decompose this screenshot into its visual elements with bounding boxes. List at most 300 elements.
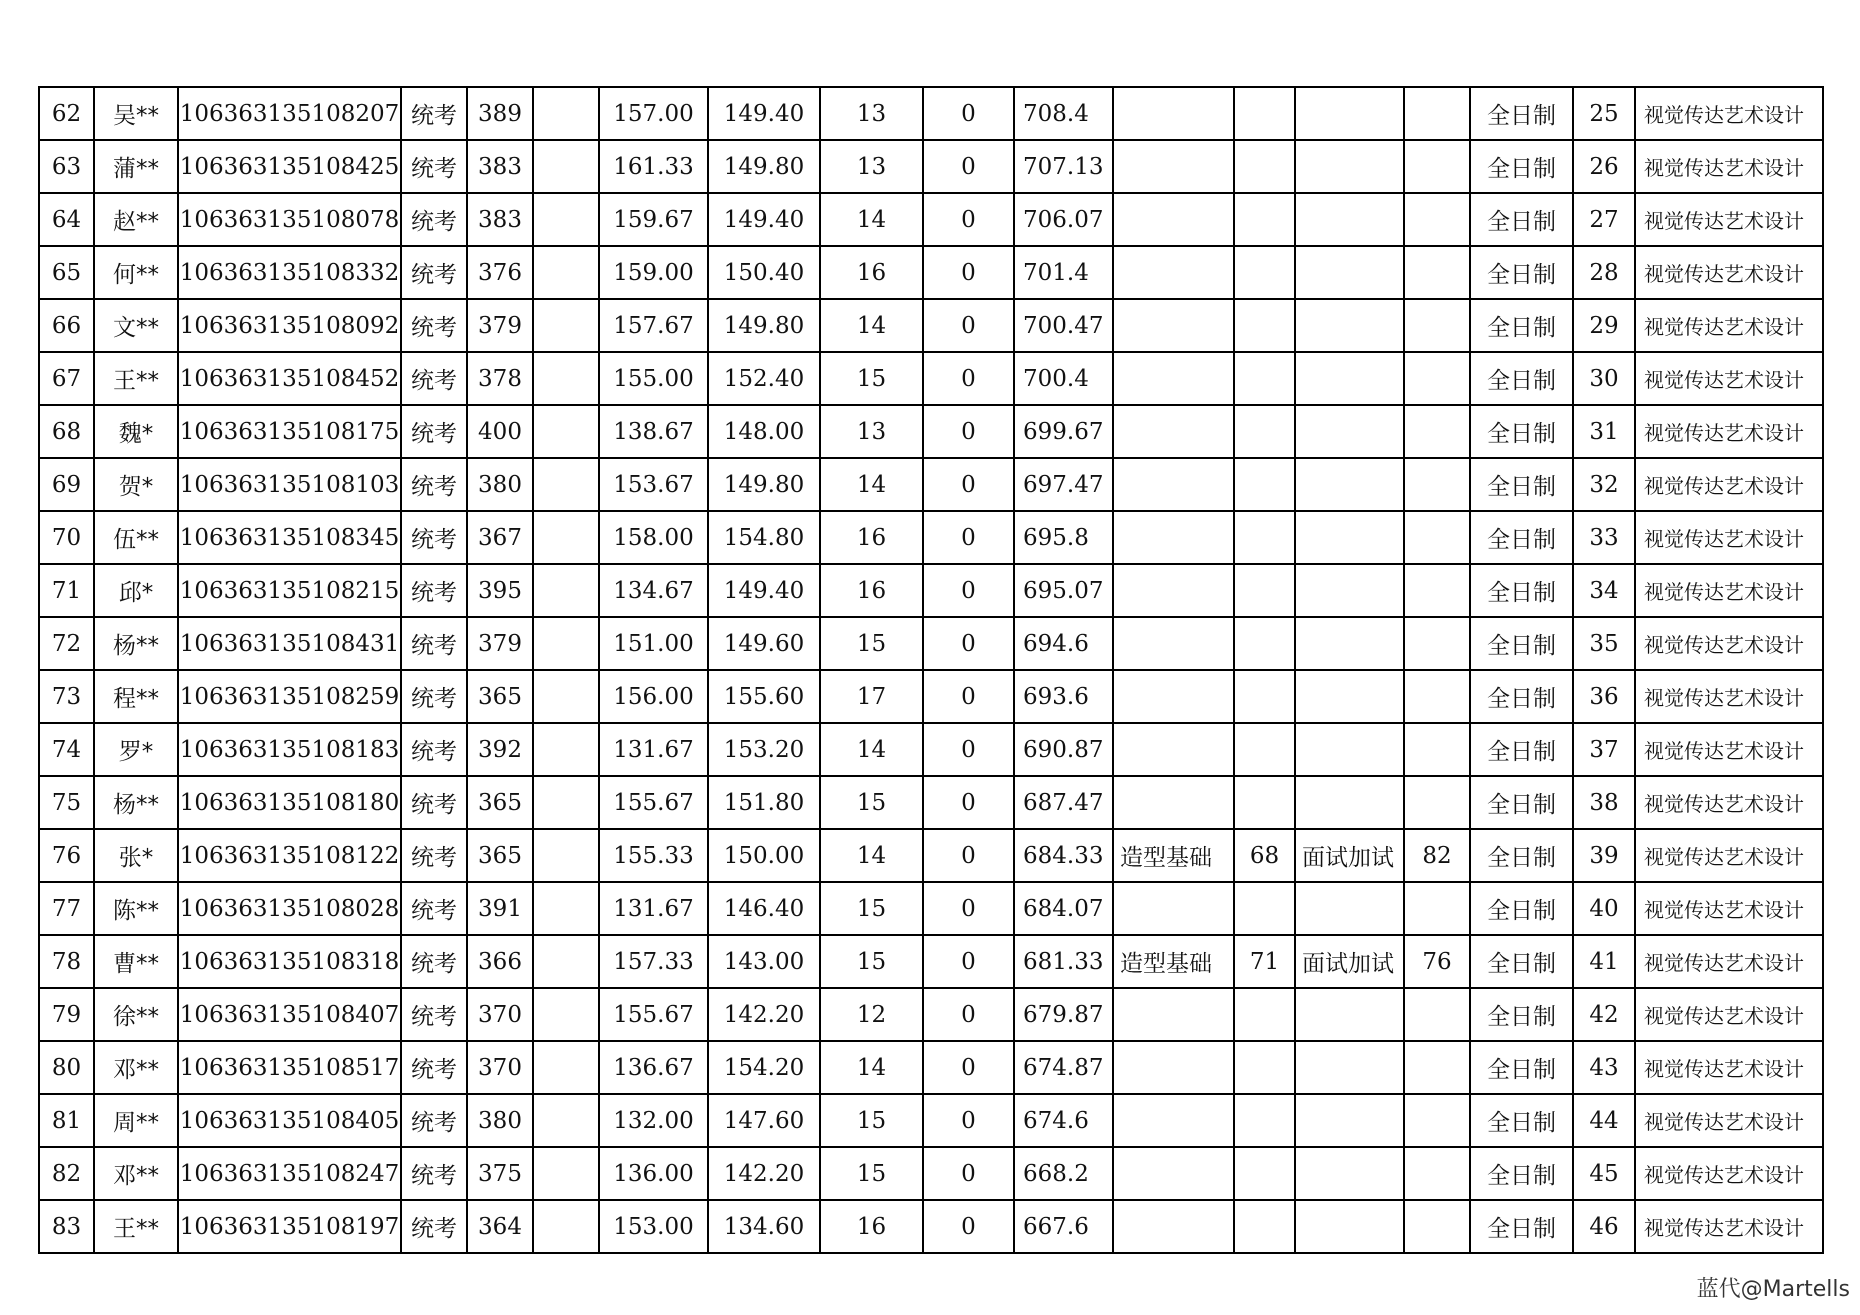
table-row (39, 723, 1823, 776)
cell-score-d: 14 (820, 299, 923, 352)
cell-blank (533, 246, 599, 299)
cell-subj1 (1113, 140, 1234, 193)
cell-major: 视觉传达艺术设计 (1635, 670, 1823, 723)
cell-total: 674.6 (1014, 1094, 1113, 1147)
cell-exam-type: 统考 (401, 511, 467, 564)
cell-category: 全日制 (1470, 458, 1573, 511)
cell-score-a: 395 (467, 564, 533, 617)
cell-score-c: 151.80 (708, 776, 820, 829)
cell-score-b: 131.67 (599, 882, 708, 935)
cell-rank: 46 (1573, 1200, 1635, 1253)
cell-major: 视觉传达艺术设计 (1635, 246, 1823, 299)
cell-total: 679.87 (1014, 988, 1113, 1041)
cell-subj2-score (1404, 988, 1470, 1041)
cell-score-a: 367 (467, 511, 533, 564)
cell-blank (533, 1041, 599, 1094)
cell-score-a: 383 (467, 193, 533, 246)
cell-score-c: 149.80 (708, 458, 820, 511)
cell-subj2-score (1404, 882, 1470, 935)
cell-name: 邱* (94, 564, 178, 617)
cell-exam-type: 统考 (401, 1041, 467, 1094)
cell-rank: 43 (1573, 1041, 1635, 1094)
cell-blank (533, 1147, 599, 1200)
cell-score-e: 0 (923, 882, 1014, 935)
cell-exam-type: 统考 (401, 458, 467, 511)
cell-subj2-score (1404, 246, 1470, 299)
cell-score-a: 366 (467, 935, 533, 988)
cell-subj2-score (1404, 299, 1470, 352)
cell-score-c: 150.40 (708, 246, 820, 299)
cell-index: 73 (39, 670, 94, 723)
cell-major: 视觉传达艺术设计 (1635, 511, 1823, 564)
cell-score-e: 0 (923, 87, 1014, 140)
cell-index: 68 (39, 405, 94, 458)
table-row (39, 87, 1823, 140)
cell-category: 全日制 (1470, 299, 1573, 352)
cell-exam-id: 106363135108175 (178, 405, 401, 458)
cell-index: 80 (39, 1041, 94, 1094)
cell-exam-type: 统考 (401, 988, 467, 1041)
cell-score-e: 0 (923, 1147, 1014, 1200)
cell-subj1-score (1234, 723, 1295, 776)
cell-blank (533, 723, 599, 776)
cell-subj2 (1295, 458, 1404, 511)
cell-score-e: 0 (923, 299, 1014, 352)
cell-score-c: 143.00 (708, 935, 820, 988)
cell-score-b: 134.67 (599, 564, 708, 617)
cell-total: 684.07 (1014, 882, 1113, 935)
cell-index: 63 (39, 140, 94, 193)
cell-name: 邓** (94, 1041, 178, 1094)
cell-blank (533, 405, 599, 458)
cell-index: 78 (39, 935, 94, 988)
cell-category: 全日制 (1470, 988, 1573, 1041)
cell-score-d: 15 (820, 617, 923, 670)
cell-total: 694.6 (1014, 617, 1113, 670)
cell-subj2: 面试加试 (1295, 935, 1404, 988)
cell-subj2 (1295, 564, 1404, 617)
cell-exam-id: 106363135108247 (178, 1147, 401, 1200)
cell-score-d: 15 (820, 882, 923, 935)
cell-exam-type: 统考 (401, 405, 467, 458)
cell-subj1-score (1234, 882, 1295, 935)
table-row (39, 140, 1823, 193)
cell-exam-type: 统考 (401, 617, 467, 670)
cell-score-a: 365 (467, 829, 533, 882)
cell-score-e: 0 (923, 670, 1014, 723)
cell-category: 全日制 (1470, 564, 1573, 617)
cell-subj1-score: 71 (1234, 935, 1295, 988)
cell-name: 蒲** (94, 140, 178, 193)
cell-blank (533, 87, 599, 140)
cell-subj1 (1113, 617, 1234, 670)
cell-score-e: 0 (923, 1094, 1014, 1147)
table-row (39, 352, 1823, 405)
cell-subj1 (1113, 299, 1234, 352)
cell-subj2 (1295, 776, 1404, 829)
cell-score-c: 152.40 (708, 352, 820, 405)
cell-total: 697.47 (1014, 458, 1113, 511)
cell-subj2 (1295, 299, 1404, 352)
cell-score-d: 16 (820, 511, 923, 564)
cell-subj2-score: 82 (1404, 829, 1470, 882)
cell-rank: 27 (1573, 193, 1635, 246)
cell-subj2 (1295, 723, 1404, 776)
cell-total: 674.87 (1014, 1041, 1113, 1094)
cell-subj2 (1295, 1041, 1404, 1094)
cell-major: 视觉传达艺术设计 (1635, 458, 1823, 511)
cell-subj2-score (1404, 564, 1470, 617)
cell-exam-id: 106363135108103 (178, 458, 401, 511)
cell-major: 视觉传达艺术设计 (1635, 193, 1823, 246)
cell-subj1-score (1234, 1147, 1295, 1200)
cell-total: 700.47 (1014, 299, 1113, 352)
cell-category: 全日制 (1470, 882, 1573, 935)
cell-score-b: 158.00 (599, 511, 708, 564)
cell-major: 视觉传达艺术设计 (1635, 935, 1823, 988)
cell-subj2: 面试加试 (1295, 829, 1404, 882)
cell-subj2-score (1404, 1147, 1470, 1200)
cell-exam-id: 106363135108183 (178, 723, 401, 776)
cell-score-c: 146.40 (708, 882, 820, 935)
cell-category: 全日制 (1470, 829, 1573, 882)
cell-category: 全日制 (1470, 87, 1573, 140)
cell-subj2-score (1404, 511, 1470, 564)
cell-score-c: 154.80 (708, 511, 820, 564)
cell-exam-id: 106363135108180 (178, 776, 401, 829)
cell-score-d: 13 (820, 140, 923, 193)
cell-exam-id: 106363135108028 (178, 882, 401, 935)
cell-subj1-score (1234, 246, 1295, 299)
cell-subj2-score (1404, 776, 1470, 829)
cell-name: 程** (94, 670, 178, 723)
table-row (39, 299, 1823, 352)
cell-rank: 38 (1573, 776, 1635, 829)
cell-score-b: 151.00 (599, 617, 708, 670)
cell-subj2-score (1404, 405, 1470, 458)
cell-blank (533, 935, 599, 988)
cell-subj1 (1113, 1147, 1234, 1200)
cell-exam-id: 106363135108207 (178, 87, 401, 140)
cell-subj2-score (1404, 617, 1470, 670)
cell-score-a: 392 (467, 723, 533, 776)
cell-name: 杨** (94, 617, 178, 670)
cell-subj2 (1295, 670, 1404, 723)
cell-score-e: 0 (923, 723, 1014, 776)
cell-subj2 (1295, 1147, 1404, 1200)
cell-category: 全日制 (1470, 617, 1573, 670)
cell-name: 赵** (94, 193, 178, 246)
cell-rank: 32 (1573, 458, 1635, 511)
cell-index: 71 (39, 564, 94, 617)
cell-name: 贺* (94, 458, 178, 511)
cell-score-d: 16 (820, 564, 923, 617)
score-table (38, 86, 1824, 1254)
cell-total: 707.13 (1014, 140, 1113, 193)
cell-major: 视觉传达艺术设计 (1635, 405, 1823, 458)
cell-name: 王** (94, 1200, 178, 1253)
cell-score-b: 159.00 (599, 246, 708, 299)
cell-total: 668.2 (1014, 1147, 1113, 1200)
cell-score-e: 0 (923, 935, 1014, 988)
cell-score-b: 157.67 (599, 299, 708, 352)
cell-major: 视觉传达艺术设计 (1635, 882, 1823, 935)
cell-category: 全日制 (1470, 1147, 1573, 1200)
cell-blank (533, 299, 599, 352)
cell-score-b: 157.33 (599, 935, 708, 988)
cell-name: 伍** (94, 511, 178, 564)
cell-exam-id: 106363135108345 (178, 511, 401, 564)
table-row (39, 1094, 1823, 1147)
cell-score-c: 149.40 (708, 193, 820, 246)
cell-score-e: 0 (923, 988, 1014, 1041)
cell-blank (533, 458, 599, 511)
cell-exam-id: 106363135108452 (178, 352, 401, 405)
cell-category: 全日制 (1470, 352, 1573, 405)
cell-index: 65 (39, 246, 94, 299)
cell-category: 全日制 (1470, 1094, 1573, 1147)
cell-subj1 (1113, 882, 1234, 935)
cell-rank: 36 (1573, 670, 1635, 723)
cell-name: 魏* (94, 405, 178, 458)
cell-index: 82 (39, 1147, 94, 1200)
cell-score-b: 156.00 (599, 670, 708, 723)
cell-score-a: 383 (467, 140, 533, 193)
cell-major: 视觉传达艺术设计 (1635, 1147, 1823, 1200)
cell-subj1-score (1234, 617, 1295, 670)
cell-rank: 30 (1573, 352, 1635, 405)
table-row (39, 1147, 1823, 1200)
cell-rank: 39 (1573, 829, 1635, 882)
cell-exam-type: 统考 (401, 1200, 467, 1253)
cell-subj1 (1113, 988, 1234, 1041)
cell-score-e: 0 (923, 140, 1014, 193)
cell-subj1 (1113, 670, 1234, 723)
cell-subj1-score (1234, 1094, 1295, 1147)
cell-score-a: 380 (467, 458, 533, 511)
cell-subj2-score (1404, 670, 1470, 723)
cell-exam-type: 统考 (401, 564, 467, 617)
cell-exam-type: 统考 (401, 1147, 467, 1200)
cell-score-d: 15 (820, 1147, 923, 1200)
cell-exam-type: 统考 (401, 776, 467, 829)
cell-name: 陈** (94, 882, 178, 935)
cell-score-d: 15 (820, 352, 923, 405)
cell-score-e: 0 (923, 405, 1014, 458)
table-row (39, 246, 1823, 299)
cell-category: 全日制 (1470, 246, 1573, 299)
cell-score-c: 134.60 (708, 1200, 820, 1253)
cell-total: 695.8 (1014, 511, 1113, 564)
cell-score-e: 0 (923, 352, 1014, 405)
cell-exam-id: 106363135108431 (178, 617, 401, 670)
cell-score-a: 365 (467, 776, 533, 829)
cell-score-d: 14 (820, 829, 923, 882)
cell-index: 66 (39, 299, 94, 352)
cell-rank: 35 (1573, 617, 1635, 670)
cell-score-d: 16 (820, 1200, 923, 1253)
cell-score-e: 0 (923, 511, 1014, 564)
cell-score-a: 379 (467, 617, 533, 670)
cell-major: 视觉传达艺术设计 (1635, 87, 1823, 140)
cell-total: 701.4 (1014, 246, 1113, 299)
cell-subj2-score: 76 (1404, 935, 1470, 988)
cell-blank (533, 193, 599, 246)
cell-blank (533, 829, 599, 882)
cell-rank: 42 (1573, 988, 1635, 1041)
cell-score-d: 16 (820, 246, 923, 299)
cell-subj2 (1295, 1200, 1404, 1253)
cell-score-b: 155.00 (599, 352, 708, 405)
cell-subj1-score: 68 (1234, 829, 1295, 882)
cell-major: 视觉传达艺术设计 (1635, 723, 1823, 776)
cell-subj1: 造型基础 (1113, 829, 1234, 882)
cell-major: 视觉传达艺术设计 (1635, 1200, 1823, 1253)
cell-rank: 28 (1573, 246, 1635, 299)
cell-score-c: 148.00 (708, 405, 820, 458)
cell-subj1-score (1234, 511, 1295, 564)
cell-score-b: 157.00 (599, 87, 708, 140)
cell-score-d: 14 (820, 193, 923, 246)
cell-blank (533, 776, 599, 829)
cell-major: 视觉传达艺术设计 (1635, 140, 1823, 193)
cell-index: 72 (39, 617, 94, 670)
cell-subj1-score (1234, 140, 1295, 193)
cell-category: 全日制 (1470, 1200, 1573, 1253)
cell-index: 74 (39, 723, 94, 776)
table-row (39, 829, 1823, 882)
table-row (39, 617, 1823, 670)
cell-rank: 26 (1573, 140, 1635, 193)
cell-score-b: 161.33 (599, 140, 708, 193)
cell-subj1 (1113, 87, 1234, 140)
cell-exam-type: 统考 (401, 882, 467, 935)
cell-score-e: 0 (923, 617, 1014, 670)
cell-exam-type: 统考 (401, 670, 467, 723)
cell-blank (533, 352, 599, 405)
cell-rank: 44 (1573, 1094, 1635, 1147)
cell-score-a: 380 (467, 1094, 533, 1147)
cell-score-c: 149.60 (708, 617, 820, 670)
cell-score-b: 131.67 (599, 723, 708, 776)
cell-score-a: 370 (467, 1041, 533, 1094)
cell-subj1 (1113, 1094, 1234, 1147)
cell-score-b: 155.67 (599, 776, 708, 829)
cell-rank: 34 (1573, 564, 1635, 617)
cell-score-d: 13 (820, 405, 923, 458)
table-row (39, 1200, 1823, 1253)
table-row (39, 458, 1823, 511)
cell-category: 全日制 (1470, 405, 1573, 458)
cell-index: 62 (39, 87, 94, 140)
cell-score-c: 149.40 (708, 564, 820, 617)
cell-subj2 (1295, 193, 1404, 246)
cell-name: 曹** (94, 935, 178, 988)
cell-rank: 29 (1573, 299, 1635, 352)
cell-score-a: 375 (467, 1147, 533, 1200)
cell-exam-type: 统考 (401, 352, 467, 405)
cell-rank: 45 (1573, 1147, 1635, 1200)
cell-major: 视觉传达艺术设计 (1635, 1094, 1823, 1147)
cell-blank (533, 1200, 599, 1253)
cell-score-b: 153.00 (599, 1200, 708, 1253)
cell-score-e: 0 (923, 1041, 1014, 1094)
cell-score-a: 365 (467, 670, 533, 723)
cell-exam-type: 统考 (401, 1094, 467, 1147)
cell-total: 690.87 (1014, 723, 1113, 776)
cell-subj1-score (1234, 87, 1295, 140)
cell-subj2 (1295, 882, 1404, 935)
cell-total: 667.6 (1014, 1200, 1113, 1253)
cell-score-e: 0 (923, 1200, 1014, 1253)
table-row (39, 776, 1823, 829)
cell-exam-type: 统考 (401, 829, 467, 882)
cell-exam-id: 106363135108215 (178, 564, 401, 617)
cell-subj1 (1113, 723, 1234, 776)
cell-name: 吴** (94, 87, 178, 140)
cell-blank (533, 1094, 599, 1147)
cell-category: 全日制 (1470, 723, 1573, 776)
cell-subj1-score (1234, 458, 1295, 511)
cell-category: 全日制 (1470, 1041, 1573, 1094)
cell-index: 76 (39, 829, 94, 882)
cell-score-d: 14 (820, 458, 923, 511)
cell-subj1-score (1234, 776, 1295, 829)
cell-subj2 (1295, 140, 1404, 193)
cell-blank (533, 140, 599, 193)
cell-rank: 40 (1573, 882, 1635, 935)
table-row (39, 882, 1823, 935)
cell-subj1 (1113, 405, 1234, 458)
cell-major: 视觉传达艺术设计 (1635, 988, 1823, 1041)
cell-score-b: 153.67 (599, 458, 708, 511)
cell-subj1 (1113, 564, 1234, 617)
cell-score-d: 14 (820, 723, 923, 776)
cell-score-a: 370 (467, 988, 533, 1041)
cell-index: 64 (39, 193, 94, 246)
watermark: 蓝代@Martells (1696, 1277, 1850, 1302)
table-row (39, 670, 1823, 723)
cell-major: 视觉传达艺术设计 (1635, 776, 1823, 829)
cell-subj2 (1295, 246, 1404, 299)
cell-category: 全日制 (1470, 935, 1573, 988)
cell-major: 视觉传达艺术设计 (1635, 564, 1823, 617)
cell-total: 684.33 (1014, 829, 1113, 882)
cell-subj1-score (1234, 1200, 1295, 1253)
cell-blank (533, 617, 599, 670)
cell-subj2 (1295, 87, 1404, 140)
cell-exam-id: 106363135108332 (178, 246, 401, 299)
cell-total: 687.47 (1014, 776, 1113, 829)
cell-exam-type: 统考 (401, 140, 467, 193)
cell-category: 全日制 (1470, 193, 1573, 246)
cell-total: 681.33 (1014, 935, 1113, 988)
cell-score-e: 0 (923, 246, 1014, 299)
cell-subj2-score (1404, 723, 1470, 776)
cell-major: 视觉传达艺术设计 (1635, 617, 1823, 670)
cell-score-a: 391 (467, 882, 533, 935)
cell-score-d: 14 (820, 1041, 923, 1094)
cell-exam-type: 统考 (401, 299, 467, 352)
cell-major: 视觉传达艺术设计 (1635, 299, 1823, 352)
cell-score-d: 17 (820, 670, 923, 723)
cell-exam-id: 106363135108517 (178, 1041, 401, 1094)
table-row (39, 988, 1823, 1041)
cell-subj1-score (1234, 670, 1295, 723)
cell-score-c: 153.20 (708, 723, 820, 776)
cell-score-a: 400 (467, 405, 533, 458)
cell-index: 75 (39, 776, 94, 829)
